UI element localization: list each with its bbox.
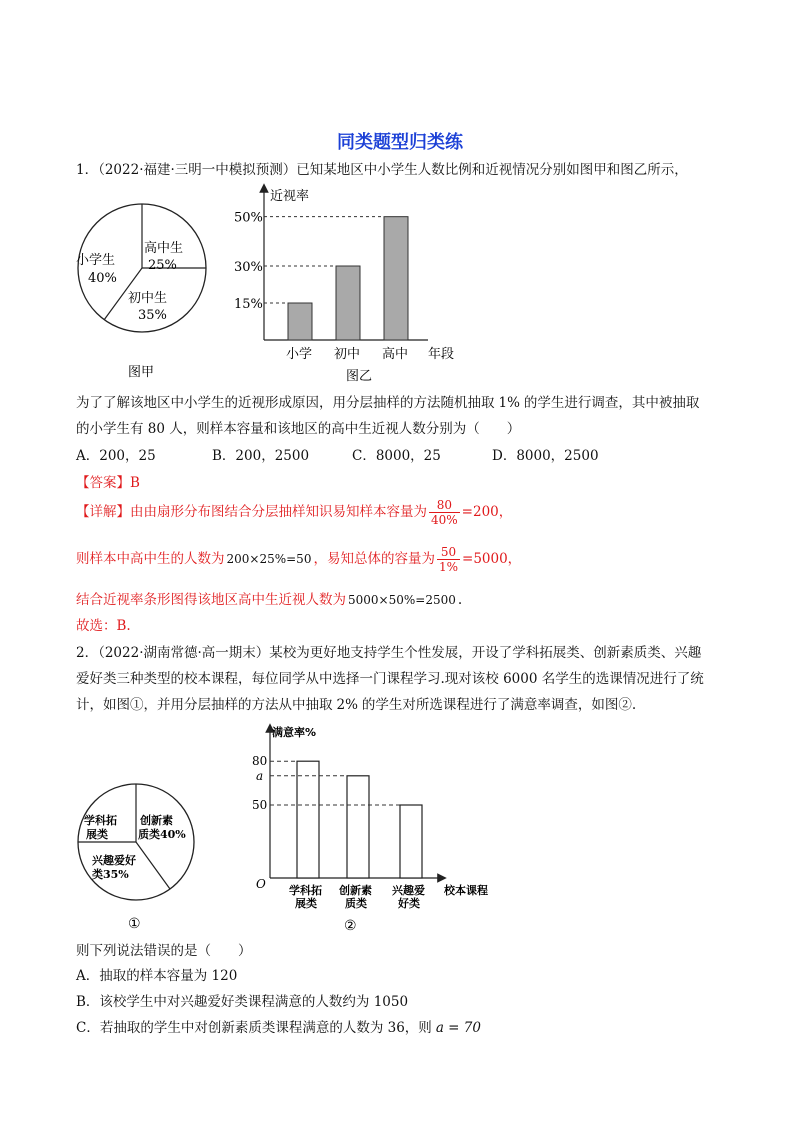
- q2-stem-line1: 2．（2022·湖南常德·高一期末）某校为更好地支持学生个性发展，开设了学科拓展类、创新素质类、兴趣: [76, 645, 702, 661]
- q1-option-b[interactable]: B．200，2500: [212, 448, 310, 464]
- page-title: 同类题型归类练: [337, 132, 463, 153]
- y-tick-label: 50%: [234, 210, 263, 226]
- q1-text-line1: 为了了解该地区中小学生的近视形成原因，用分层抽样的方法随机抽取 1% 的学生进行调查，其中被抽取: [76, 395, 700, 411]
- q2-option-c[interactable]: C．若抽取的学生中对创新素质类课程满意的人数为 36，则 a = 70: [76, 1020, 481, 1036]
- pie-label-junior: 初中生: [128, 291, 168, 306]
- pie-caption: 图甲: [128, 365, 155, 380]
- q2-ask: 则下列说法错误的是（ ）: [76, 943, 252, 959]
- q1-bar-chart: [228, 180, 478, 386]
- pie-label-hobby-1: 兴趣爱好: [92, 854, 136, 867]
- pie-value-primary: 40%: [88, 271, 117, 286]
- q1-option-c[interactable]: C．8000，25: [352, 448, 441, 464]
- x-tick-label: 初中: [334, 347, 361, 362]
- y-tick-label: 80: [252, 754, 268, 769]
- q1-answer: 【答案】B: [76, 475, 140, 491]
- pie-label-hobby-2: 类35%: [92, 868, 129, 881]
- q2-stem-line2: 爱好类三种类型的校本课程，每位同学从中选择一门课程学习.现对该校 6000 名学生的选课情况进行了统: [76, 671, 704, 687]
- pie-label-innovation-2: 质类40%: [138, 828, 186, 841]
- pie-label-senior: 高中生: [144, 241, 184, 256]
- x-tick-label: 学科拓: [289, 884, 322, 897]
- q2-bar-chart: [250, 718, 510, 940]
- origin-label: O: [256, 877, 266, 891]
- bar-chart-caption: ②: [344, 918, 357, 934]
- pie-caption: ①: [128, 916, 141, 932]
- q2-stem-line3: 计，如图①，并用分层抽样的方法从中抽取 2% 的学生对所选课程进行了满意率调查，如图②.: [76, 697, 637, 713]
- x-tick-label: 展类: [295, 897, 317, 910]
- q1-detail-line2: 则样本中高中生的人数为 200×25%=50 ，易知总体的容量为 $\frac{50}{1\%}$ =5000，: [76, 545, 522, 574]
- x-tick-label: 兴趣爱: [392, 884, 425, 897]
- q1-detail-line3: 结合近视率条形图得该地区高中生近视人数为 5000×50%=2500 .: [76, 592, 463, 608]
- x-tick-label: 好类: [398, 897, 420, 910]
- q2-option-a[interactable]: A．抽取的样本容量为 120: [76, 968, 238, 984]
- bar-2: [347, 776, 369, 878]
- bar-3: [384, 217, 408, 340]
- bar-1: [288, 303, 312, 340]
- bar-chart-caption: 图乙: [346, 369, 373, 384]
- pie-value-senior: 25%: [148, 258, 177, 273]
- x-axis-label: 年段: [428, 347, 455, 362]
- y-tick-label: a: [256, 768, 264, 783]
- bar-2: [336, 266, 360, 340]
- x-axis-label: 校本课程: [444, 884, 488, 897]
- pie-label-innovation-1: 创新素: [140, 814, 173, 827]
- bar-3: [400, 805, 422, 878]
- y-tick-label: 50: [252, 798, 268, 812]
- x-tick-label: 高中: [382, 347, 409, 362]
- y-tick-label: 15%: [234, 297, 263, 312]
- pie-label-primary: 小学生: [76, 253, 116, 268]
- q1-text-line2: 的小学生有 80 人，则样本容量和该地区的高中生近视人数分别为（ ）: [76, 421, 521, 437]
- q1-option-d[interactable]: D．8000，2500: [492, 448, 599, 464]
- q1-option-a[interactable]: A．200，25: [76, 448, 156, 464]
- bar-1: [297, 761, 319, 878]
- q1-detail-line1: 【详解】由由扇形分布图结合分层抽样知识易知样本容量为 $\frac{80}{40\%}$ =200，: [76, 498, 513, 527]
- q1-conclusion: 故选：B.: [76, 618, 131, 634]
- y-tick-label: 30%: [234, 260, 263, 275]
- pie-label-subject-1: 学科拓: [84, 814, 117, 827]
- q1-pie-chart: [70, 196, 220, 386]
- x-tick-label: 质类: [345, 897, 367, 910]
- q2-pie-chart: [70, 776, 210, 936]
- x-tick-label: 创新素: [339, 884, 372, 897]
- pie-value-junior: 35%: [138, 308, 167, 323]
- q1-stem: 1．（2022·福建·三明一中模拟预测）已知某地区中小学生人数比例和近视情况分别如图甲和图乙所示，: [76, 162, 688, 178]
- y-axis-label: 近视率: [270, 189, 310, 204]
- pie-label-subject-2: 展类: [86, 828, 108, 841]
- x-tick-label: 小学: [286, 347, 313, 362]
- q2-option-b[interactable]: B．该校学生中对兴趣爱好类课程满意的人数约为 1050: [76, 994, 409, 1010]
- y-axis-label: 满意率%: [272, 726, 317, 739]
